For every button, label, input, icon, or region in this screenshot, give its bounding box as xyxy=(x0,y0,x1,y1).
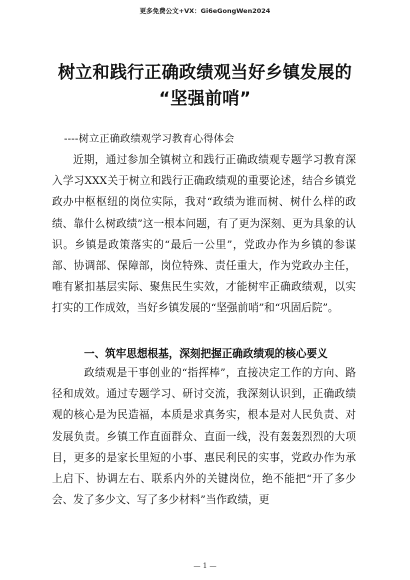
paragraph-section-1: 政绩观是干事创业的“指挥棒”，直接决定工作的方向、路径和成效。通过专题学习、研讨交流，我深刻认识到，正确政绩观的核心是为民造福，本质是求真务实，根本是对人民负责、对发展负责。乡镇工作直面群众、直面一线，没有轰轰烈烈的大项目，更多的是家长里短的小事、惠民利民的实事，党政办作为承上启下、协调左右、联系内外的关键岗位，绝不能把“开了多少会、发了多少文、写了多少材料”当作政绩，更 xyxy=(52,367,356,507)
title-line-1: 树立和践行正确政绩观当好乡镇发展的 xyxy=(57,63,353,83)
download-banner: 更多免费公文+VX：Gi6eGongWen2024 xyxy=(139,7,271,15)
document-subtitle: ----树立正确政绩观学习教育心得体会 xyxy=(64,134,235,145)
title-line-2: “坚强前哨” xyxy=(158,89,252,109)
page-number: — 1 — xyxy=(193,562,217,570)
section-heading-1: 一、筑牢思想根基，深刻把握正确政绩观的核心要义 xyxy=(84,348,328,360)
paragraph-intro: 近期，通过参加全镇树立和践行正确政绩观专题学习教育深入学习XXX关于树立和践行正确政绩观的重要论述，结合乡镇党政办中枢枢纽的岗位实际，我对“政绩为谁而树、树什么样的政绩、靠什么树政绩”这一根本问题，有了更为深刻、更为具象的认识。乡镇是政策落实的“最后一公里”，党政办作为乡镇的参谋部、协调部、保障部，岗位特殊、责任重大，作为党政办主任，唯有紧扣基层实际、聚焦民生实效，才能树牢正确政绩观，以实打实的工作成效，当好乡镇发展的“坚强前哨”和“巩固后院”。 xyxy=(52,154,356,315)
document-title xyxy=(30,60,380,112)
